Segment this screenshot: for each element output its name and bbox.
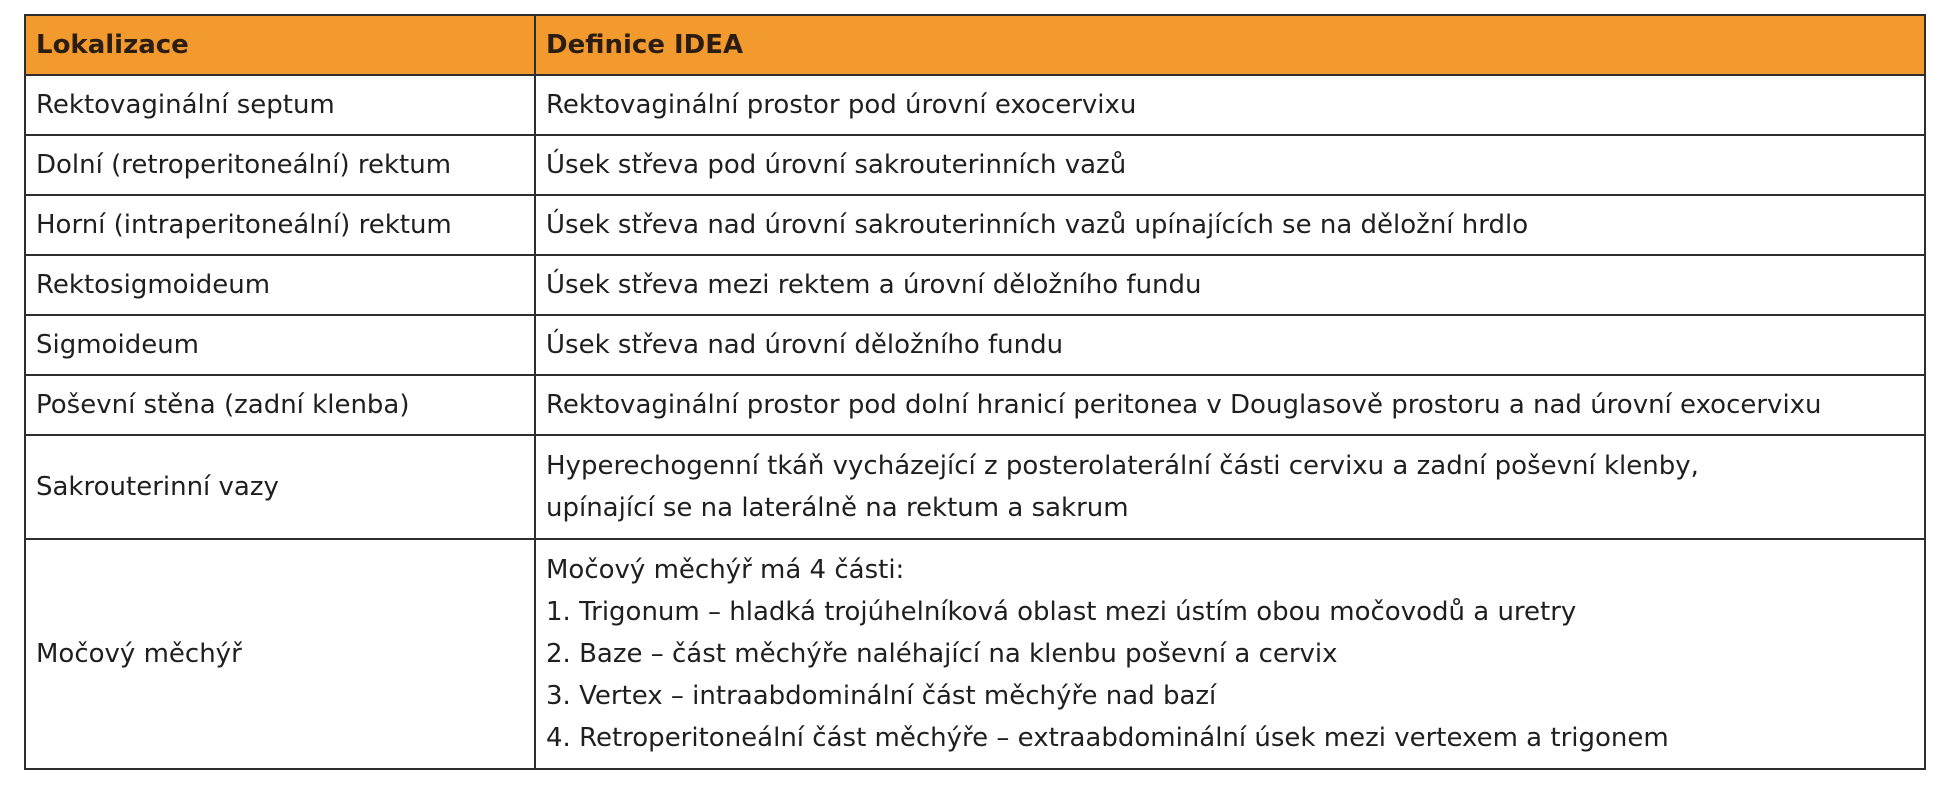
table-row: [25, 255, 1925, 315]
column-header-location: Lokalizace: [25, 15, 535, 75]
definition-line: Rektovaginální prostor pod úrovní exocervixu: [546, 90, 1137, 120]
table-row: [25, 135, 1925, 195]
location-cell: Rektosigmoideum: [25, 255, 535, 315]
definition-line: 3. Vertex – intraabdominální část měchýře nad bazí: [546, 681, 1217, 711]
location-cell: Poševní stěna (zadní klenba): [25, 375, 535, 435]
definition-cell: [535, 75, 1925, 135]
table-row: [25, 435, 1925, 539]
idea-definition-table: [24, 14, 1926, 770]
definition-cell: [535, 255, 1925, 315]
definition-line: 2. Baze – část měchýře naléhající na klenbu poševní a cervix: [546, 639, 1338, 669]
definition-line: Úsek střeva pod úrovní sakrouterinních vazů: [546, 150, 1127, 180]
location-cell: Horní (intraperitoneální) rektum: [25, 195, 535, 255]
definition-cell: [535, 435, 1925, 539]
location-cell: Sakrouterinní vazy: [25, 435, 535, 539]
definition-cell: [535, 539, 1925, 769]
location-cell: Dolní (retroperitoneální) rektum: [25, 135, 535, 195]
table-row: [25, 195, 1925, 255]
table-row: [25, 315, 1925, 375]
definition-line: Hyperechogenní tkáň vycházející z posterolaterální části cervixu a zadní poševní klenby,: [546, 451, 1699, 481]
definition-line: Úsek střeva mezi rektem a úrovní děložního fundu: [546, 270, 1202, 300]
table-row: [25, 375, 1925, 435]
table-row: [25, 539, 1925, 769]
definition-line: Úsek střeva nad úrovní děložního fundu: [546, 330, 1064, 360]
definition-cell: [535, 135, 1925, 195]
definition-line: Rektovaginální prostor pod dolní hranicí peritonea v Douglasově prostoru a nad úrovní exocervixu: [546, 390, 1822, 420]
table-container: [24, 14, 1924, 770]
table-header-row: [25, 15, 1925, 75]
definition-cell: [535, 315, 1925, 375]
definition-line: Úsek střeva nad úrovní sakrouterinních vazů upínajících se na děložní hrdlo: [546, 210, 1529, 240]
column-header-definition: Definice IDEA: [535, 15, 1925, 75]
location-cell: Sigmoideum: [25, 315, 535, 375]
definition-cell: [535, 375, 1925, 435]
table-row: [25, 75, 1925, 135]
definition-line: 1. Trigonum – hladká trojúhelníková oblast mezi ústím obou močovodů a uretry: [546, 597, 1577, 627]
definition-line: Močový měchýř má 4 části:: [546, 555, 905, 585]
definition-line: upínající se na laterálně na rektum a sakrum: [546, 493, 1129, 523]
definition-cell: [535, 195, 1925, 255]
location-cell: Močový měchýř: [25, 539, 535, 769]
definition-line: 4. Retroperitoneální část měchýře – extraabdominální úsek mezi vertexem a trigonem: [546, 723, 1669, 753]
location-cell: Rektovaginální septum: [25, 75, 535, 135]
